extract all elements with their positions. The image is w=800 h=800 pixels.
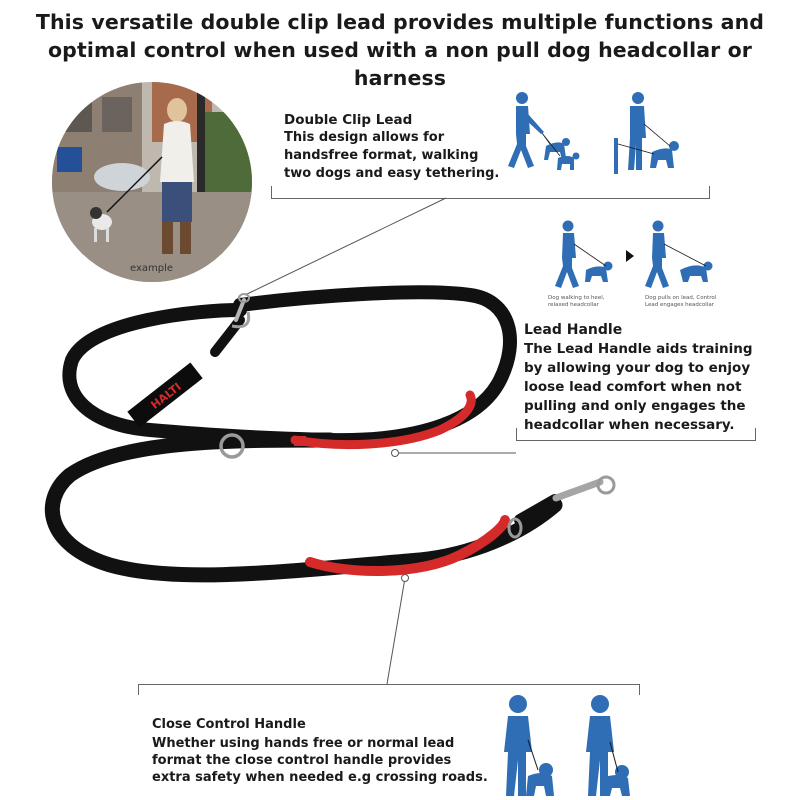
close-control-title: Close Control Handle: [152, 717, 306, 732]
lead-handle-line-2: by allowing your dog to enjoy: [524, 360, 751, 376]
lead-handle-line-4: pulling and only engages the: [524, 398, 746, 414]
photo-caption: example: [130, 263, 174, 274]
double-clip-line-1: This design allows for: [284, 130, 445, 145]
close-control-line-2: format the close control handle provides: [152, 753, 452, 768]
headline-line-2: optimal control when used with a non pull dog headcollar or harness: [48, 38, 752, 90]
double-clip-title: Double Clip Lead: [284, 112, 413, 128]
close-control-line-3: extra safety when needed e.g crossing roads.: [152, 770, 488, 785]
lead-handle-line-1: The Lead Handle aids training: [524, 341, 753, 357]
pulling-caption: Dog pulls on lead, Control Lead engages headcollar: [645, 295, 717, 308]
relaxed-walk-caption: Dog walking to heel, relaxed headcollar: [548, 295, 605, 308]
double-clip-line-2: handsfree format, walking: [284, 148, 479, 163]
double-clip-line-3: two dogs and easy tethering.: [284, 166, 500, 181]
lead-handle-line-3: loose lead comfort when not: [524, 379, 742, 395]
close-control-figures: [490, 690, 660, 798]
close-control-line-1: Whether using hands free or normal lead: [152, 736, 455, 751]
brand-tag: HALTI: [148, 380, 184, 412]
lead-handle-title: Lead Handle: [524, 322, 623, 338]
lead-handle-line-5: headcollar when necessary.: [524, 417, 735, 433]
close-control-description: [152, 735, 488, 786]
headline-line-1: This versatile double clip lead provides multiple functions and: [35, 10, 765, 34]
